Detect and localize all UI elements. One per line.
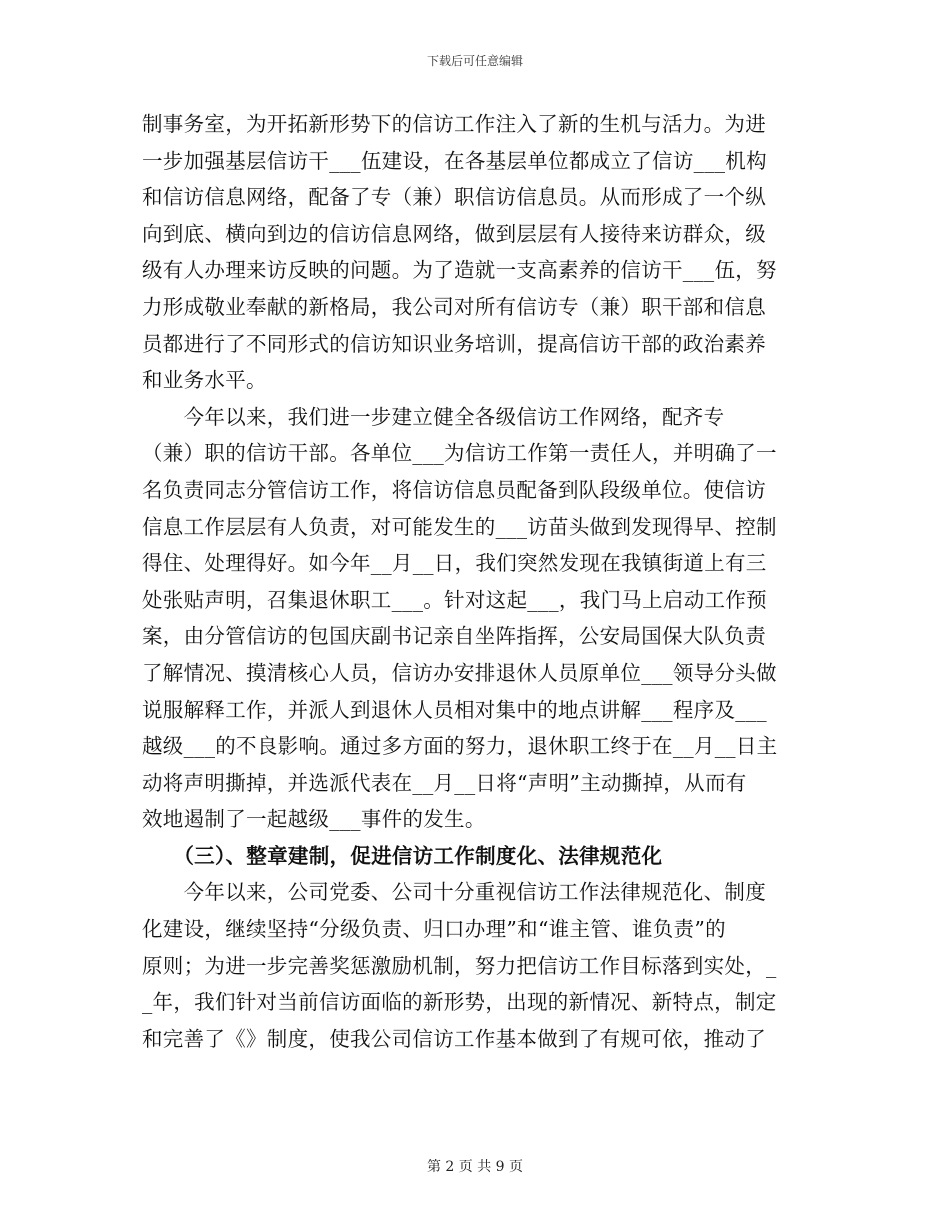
- text-line: 制事务室，为开拓新形势下的信访工作注入了新的生机与活力。为进: [142, 112, 766, 136]
- text-line: 越级___的不良影响。通过多方面的努力，退休职工终于在__月__日主: [142, 734, 778, 759]
- text-line: 和业务水平。: [142, 368, 267, 393]
- text-line: （兼）职的信访干部。各单位___为信访工作第一责任人，并明确了一: [142, 441, 777, 466]
- text-line: 效地遏制了一起越级___事件的发生。: [142, 807, 486, 832]
- text-line: 处张贴声明，召集退休职工___。针对这起___，我门马上启动工作预: [142, 587, 767, 612]
- text-line: 和完善了《》制度，使我公司信访工作基本做到了有规可依，推动了: [142, 1026, 766, 1051]
- text-line: 说服解释工作，并派人到退休人员相对集中的地点讲解___程序及___: [142, 697, 767, 722]
- text-line: 信息工作层层有人负责，对可能发生的___访苗头做到发现得早、控制: [142, 514, 777, 539]
- text-line: 化建设，继续坚持“分级负责、归口办理”和“谁主管、谁负责”的: [142, 917, 726, 942]
- text-line: 原则；为进一步完善奖惩激励机制，努力把信访工作目标落到实处，_: [142, 953, 777, 978]
- text-line: 今年以来，我们进一步建立健全各级信访工作网络，配齐专: [142, 404, 725, 429]
- text-line: 名负责同志分管信访工作，将信访信息员配备到队段级单位。使信访: [142, 477, 766, 502]
- text-line: 员都进行了不同形式的信访知识业务培训，提高信访干部的政治素养: [142, 331, 766, 356]
- text-line: 动将声明撕掉，并选派代表在__月__日将“声明”主动撕掉，从而有: [142, 770, 747, 795]
- text-line: 向到底、横向到边的信访信息网络，做到层层有人接待来访群众，级: [142, 221, 766, 246]
- page-header: 下载后可任意编辑: [426, 54, 523, 68]
- text-line: 一步加强基层信访干___伍建设，在各基层单位都成立了信访___机构: [142, 148, 767, 173]
- page-number: 第 2 页 共 9 页: [426, 1159, 524, 1175]
- text-line: 力形成敬业奉献的新格局，我公司对所有信访专（兼）职干部和信息: [142, 294, 766, 319]
- text-line: 级有人办理来访反映的问题。为了造就一支高素养的信访干___伍，努: [142, 258, 777, 283]
- section-heading: （三）、整章建制，促进信访工作制度化、法律规范化: [142, 843, 663, 868]
- text-line: 得住、处理得好。如今年__月__日，我们突然发现在我镇街道上有三: [142, 551, 767, 576]
- text-line: 了解情况、摸清核心人员，信访办安排退休人员原单位___领导分头做: [142, 660, 777, 685]
- text-line: 和信访信息网络，配备了专（兼）职信访信息员。从而形成了一个纵: [142, 185, 766, 210]
- text-line: _年，我们针对当前信访面临的新形势，出现的新情况、新特点，制定: [142, 990, 777, 1015]
- document-body: [142, 106, 804, 1057]
- text-line: 案，由分管信访的包国庆副书记亲自坐阵指挥，公安局国保大队负责: [142, 624, 766, 649]
- text-line: 今年以来，公司党委、公司十分重视信访工作法律规范化、制度: [142, 880, 766, 905]
